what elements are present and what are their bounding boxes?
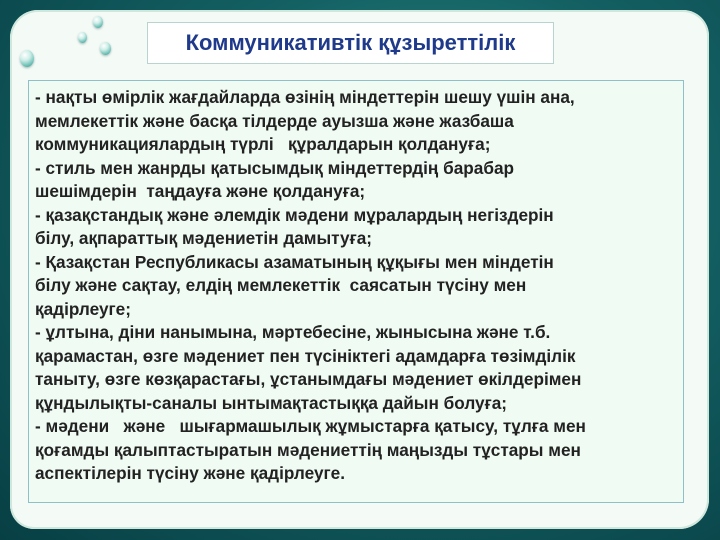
body-line: - ұлтына, діни нанымына, мәртебесіне, жынысына және т.б. [35, 322, 551, 342]
body-line: коммуникациялардың түрлі құралдарын қолдануға; [35, 134, 491, 154]
slide-title-box [147, 22, 554, 64]
slide-body [28, 80, 684, 503]
body-line: - қазақстандық және әлемдік мәдени мұралардың негіздерін [35, 204, 554, 225]
body-line: таныту, өзге көзқарастағы, ұстанымдағы мәдениет өкілдерімен [35, 369, 582, 389]
water-drop-decoration [78, 32, 87, 43]
body-line: - стиль мен жанрды қатысымдық міндеттердің барабар [35, 157, 515, 178]
water-drop-decoration [100, 42, 111, 55]
body-line: құндылықты-саналы ынтымақтастыққа дайын болуға; [35, 392, 508, 413]
body-line: - мәдени және шығармашылық жұмыстарға қатысу, тұлға мен [35, 416, 586, 436]
body-line: шешімдерін таңдауға және қолдануға; [35, 181, 366, 201]
body-line: - нақты өмірлік жағдайларда өзінің міндеттерін шешу үшін ана, [35, 87, 575, 107]
body-line: білу және сақтау, елдің мемлекеттік саясатын түсіну мен [35, 275, 527, 295]
body-line: - Қазақстан Республикасы азаматының құқығы мен міндетін [35, 251, 554, 272]
water-drop-decoration [93, 16, 103, 28]
body-line: мемлекеттік және басқа тілдерде ауызша және жазбаша [35, 110, 514, 131]
body-line: білу, ақпараттық мәдениетін дамытуға; [35, 228, 373, 248]
water-drop-decoration [20, 50, 34, 67]
body-line: аспектілерін түсіну және қадірлеуге. [35, 463, 346, 483]
body-line: қадірлеуге; [35, 298, 131, 319]
body-line: қоғамды қалыптастыратын мәдениеттің маңызды тұстары мен [35, 439, 581, 460]
body-line: қарамастан, өзге мәдениет пен түсініктегі адамдарға төзімділік [35, 345, 576, 366]
slide-title: Коммуникативтік құзыреттілік [185, 30, 516, 55]
